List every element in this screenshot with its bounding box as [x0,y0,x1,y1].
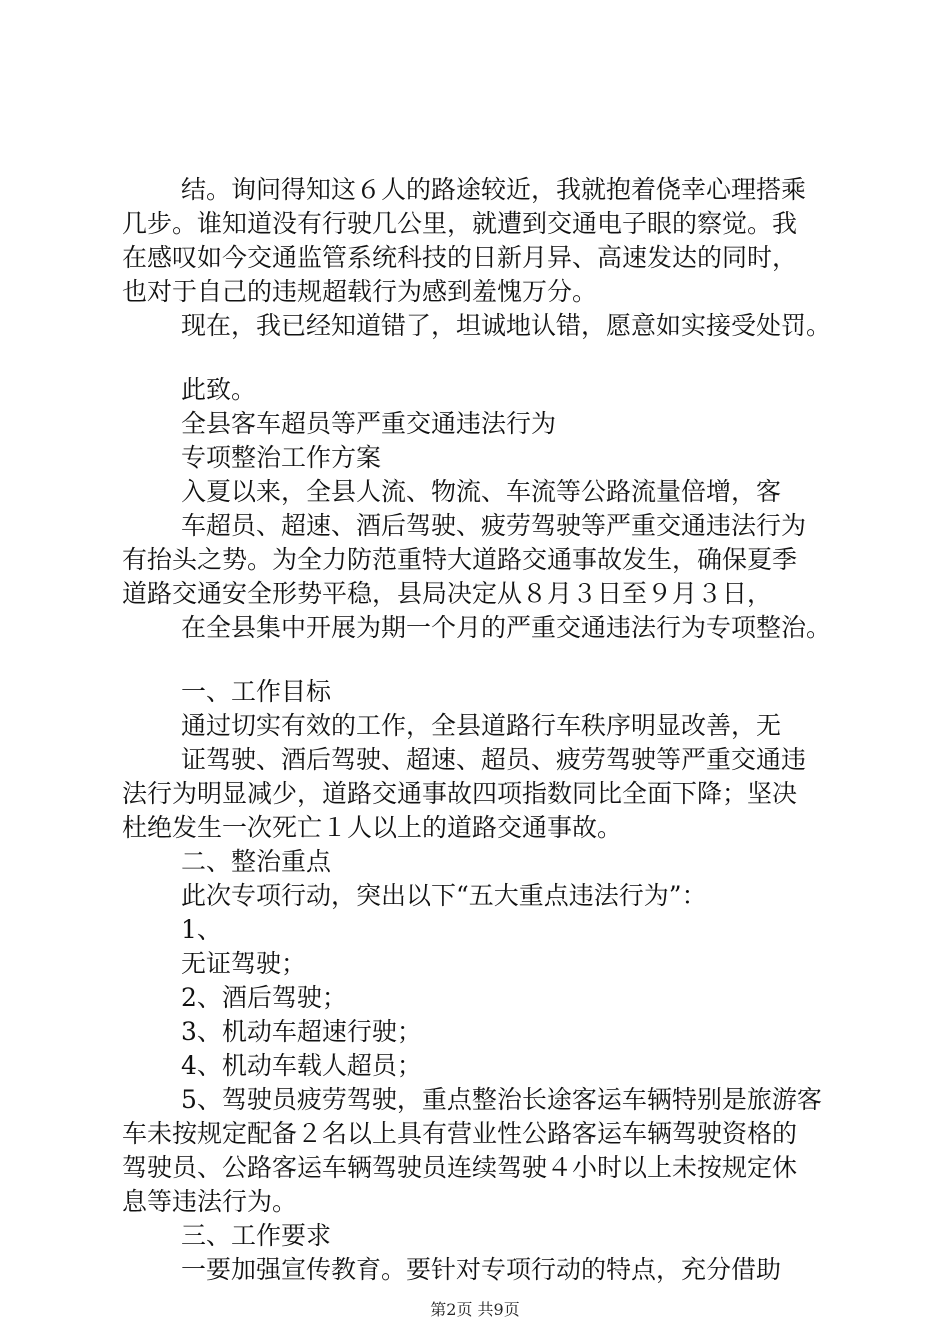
section-heading: 一、工作目标 [181,677,332,706]
body-text-line: 通过切实有效的工作，全县道路行车秩序明显改善，无 [181,711,782,740]
body-text-line: 车未按规定配备２名以上具有营业性公路客运车辆驾驶资格的 [122,1119,798,1148]
body-text-line: 在感叹如今交通监管系统科技的日新月异、高速发达的同时， [122,243,798,272]
page-number-footer: 第2页 共9页 [430,1300,520,1319]
list-item: 5、驾驶员疲劳驾驶，重点整治长途客运车辆特别是旅游客 [181,1085,822,1114]
body-text-line: 息等违法行为。 [122,1187,298,1216]
closing-line: 此致。 [181,375,257,404]
body-text-line: 在全县集中开展为期一个月的严重交通违法行为专项整治。 [181,613,832,642]
list-item: 4、机动车载人超员； [181,1051,422,1080]
body-text-line: 也对于自己的违规超载行为感到羞愧万分。 [122,277,598,306]
body-text-line: 道路交通安全形势平稳，县局决定从８月３日至９月３日， [122,579,773,608]
document-title-line: 专项整治工作方案 [181,443,382,472]
list-item: 2、酒后驾驶； [181,983,347,1012]
body-text-line: 几步。谁知道没有行驶几公里，就遭到交通电子眼的察觉。我 [122,209,798,238]
body-text-line: 有抬头之势。为全力防范重特大道路交通事故发生，确保夏季 [122,545,798,574]
body-text-line: 车超员、超速、酒后驾驶、疲劳驾驶等严重交通违法行为 [181,511,807,540]
list-item: 1、 [181,915,222,944]
body-text-line: 入夏以来，全县人流、物流、车流等公路流量倍增，客 [181,477,782,506]
document-title-line: 全县客车超员等严重交通违法行为 [181,409,557,438]
body-text-line: 证驾驶、酒后驾驶、超速、超员、疲劳驾驶等严重交通违 [181,745,807,774]
body-text-line: 法行为明显减少，道路交通事故四项指数同比全面下降；坚决 [122,779,798,808]
body-text-line: 此次专项行动，突出以下“五大重点违法行为”： [181,881,707,910]
body-text-line: 驾驶员、公路客运车辆驾驶员连续驾驶４小时以上未按规定休 [122,1153,798,1182]
list-item: 无证驾驶； [181,949,307,978]
body-text-line: 一要加强宣传教育。要针对专项行动的特点，充分借助 [181,1255,782,1284]
section-heading: 三、工作要求 [181,1221,332,1250]
body-text-line: 现在，我已经知道错了，坦诚地认错，愿意如实接受处罚。 [181,311,832,340]
body-text-line: 结。询问得知这６人的路途较近，我就抱着侥幸心理搭乘 [181,175,807,204]
list-item: 3、机动车超速行驶； [181,1017,422,1046]
section-heading: 二、整治重点 [181,847,332,876]
body-text-line: 杜绝发生一次死亡１人以上的道路交通事故。 [122,813,623,842]
